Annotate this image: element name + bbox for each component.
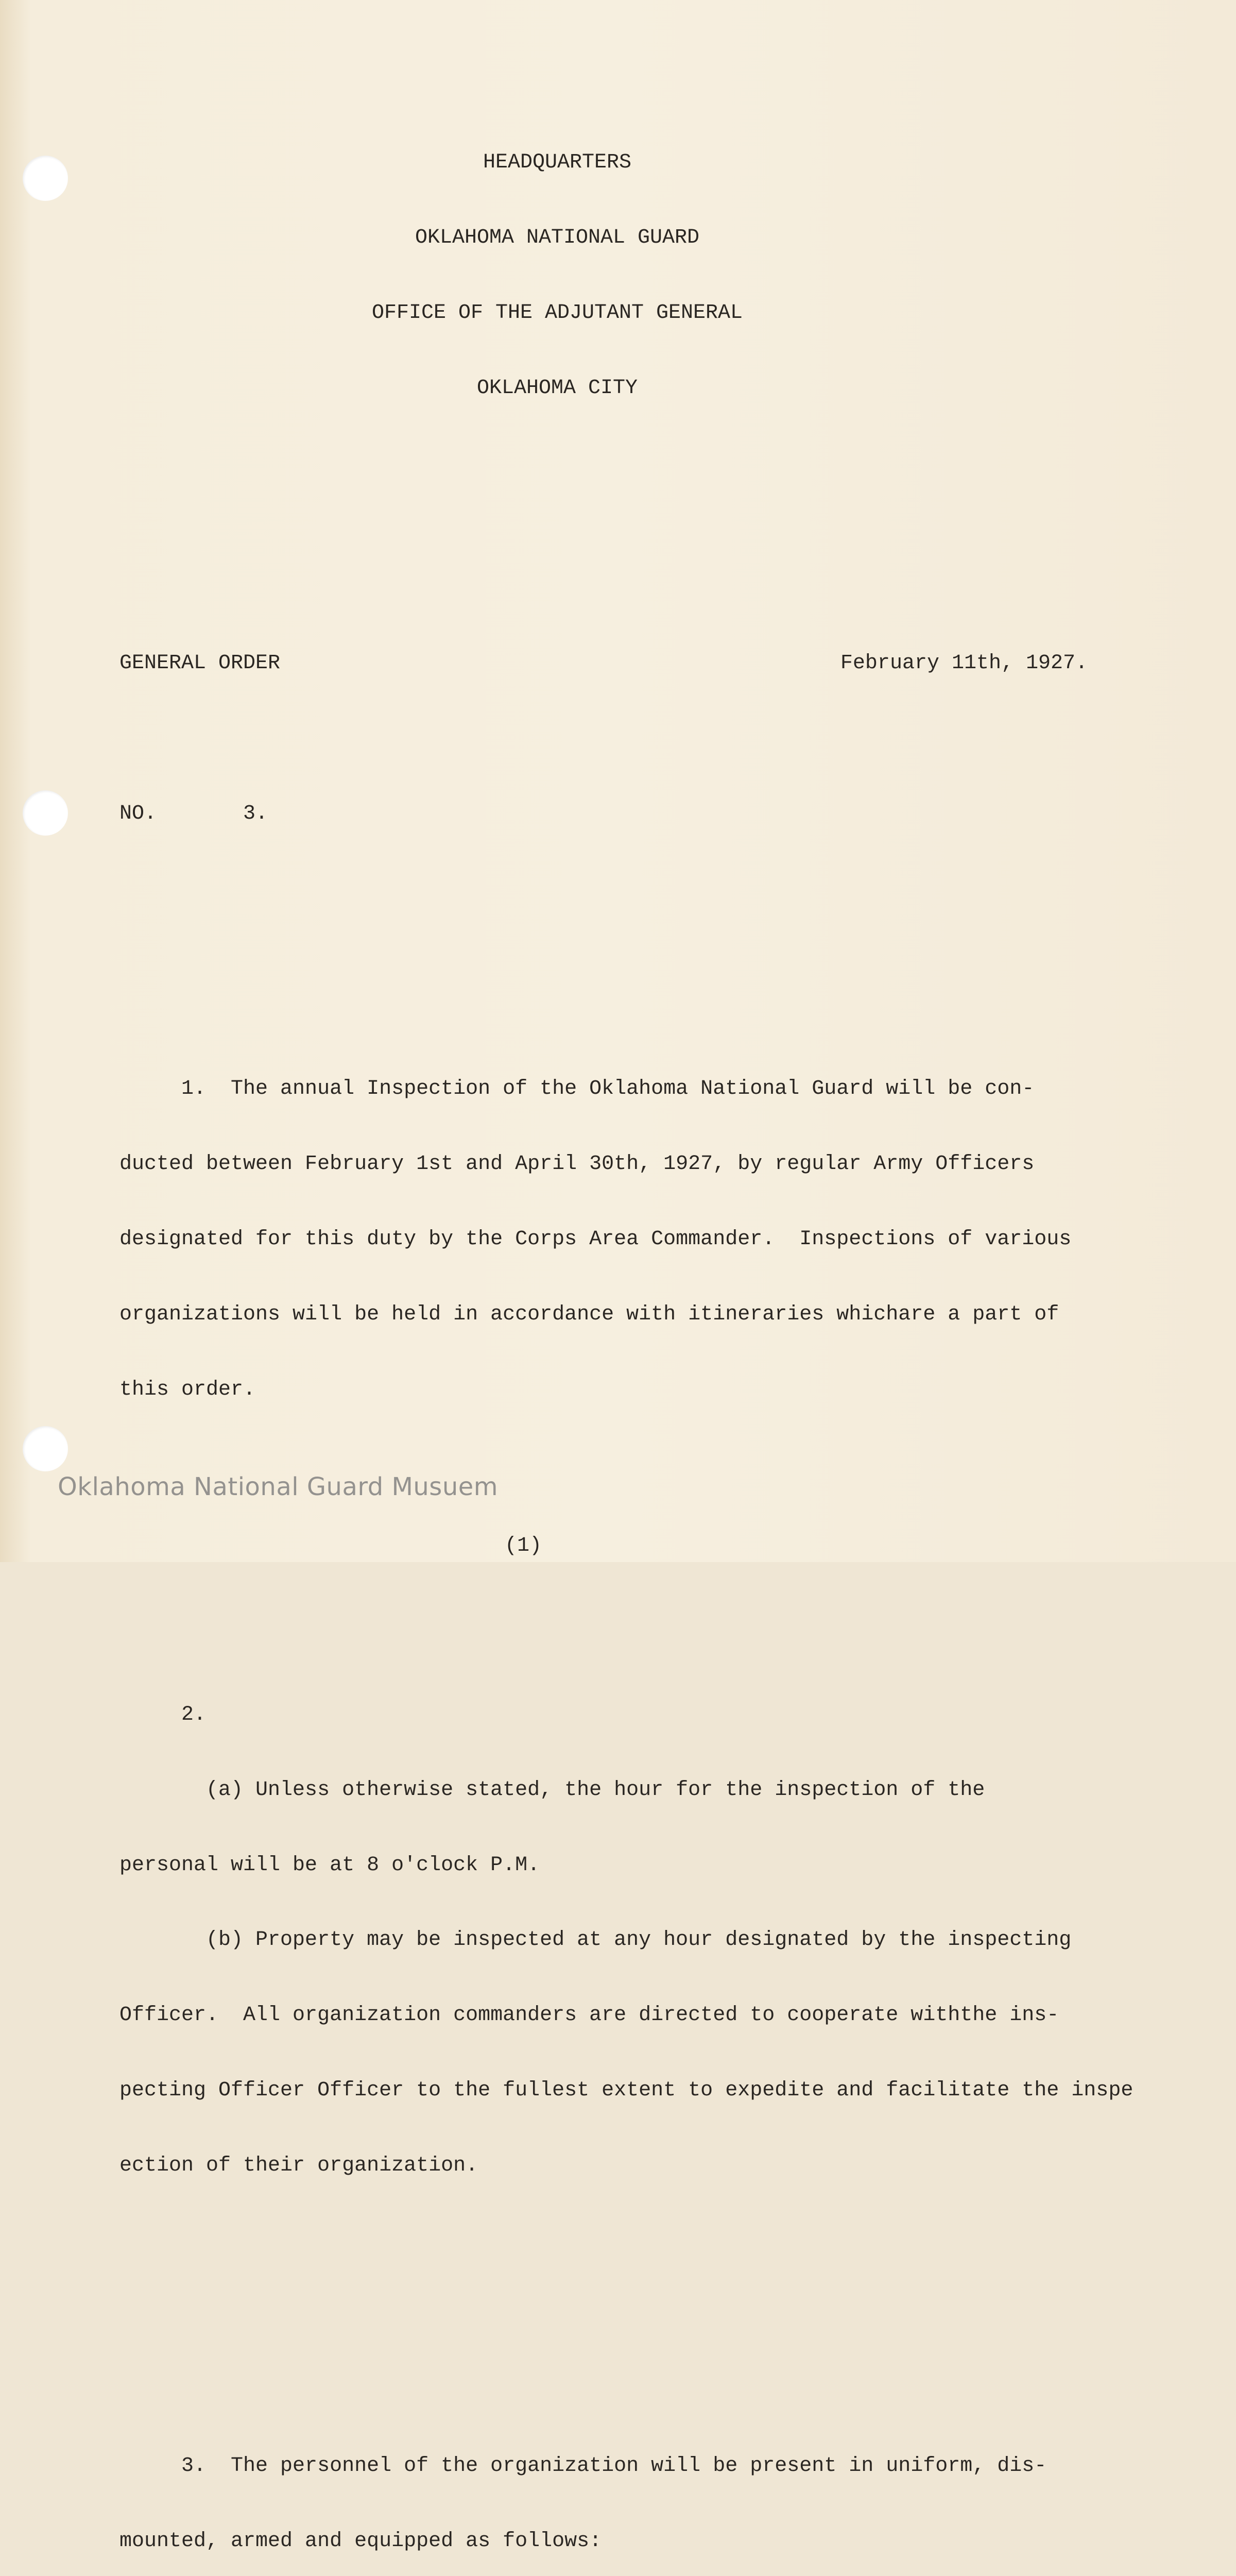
paragraph-2-line: (b) Property may be inspected at any hour designated by the inspecting bbox=[119, 1928, 1072, 1952]
paragraph-2-line: (a) Unless otherwise stated, the hour for the inspection of the bbox=[119, 1778, 985, 1802]
order-label: GENERAL ORDER bbox=[119, 652, 281, 675]
paragraph-1 bbox=[119, 1027, 1180, 1452]
paragraph-2-line: Officer. All organization commanders are directed to cooperate withthe ins- bbox=[119, 2004, 1059, 2027]
museum-watermark: Oklahoma National Guard Musuem bbox=[58, 1472, 499, 1501]
letterhead-line-4: OKLAHOMA CITY bbox=[476, 376, 638, 400]
paragraph-3-line: 3. The personnel of the organization will be present in uniform, dis- bbox=[119, 2454, 1047, 2478]
paragraph-1-line: 1. The annual Inspection of the Oklahoma National Guard will be con- bbox=[119, 1077, 1035, 1101]
order-date: February 11th, 1927. bbox=[840, 652, 1088, 675]
paragraph-2-line: personal will be at 8 o'clock P.M. bbox=[119, 1853, 540, 1877]
page-number: (1) bbox=[505, 1534, 542, 1557]
paragraph-2 bbox=[119, 1653, 1180, 2229]
letterhead-line-3: OFFICE OF THE ADJUTANT GENERAL bbox=[371, 301, 743, 325]
paragraph-3 bbox=[119, 2404, 1180, 2576]
paragraph-2-line: pecting Officer Officer to the fullest extent to expedite and facilitate the inspe bbox=[119, 2078, 1134, 2102]
paragraph-2-line: 2. bbox=[119, 1703, 207, 1727]
paragraph-1-line: this order. bbox=[119, 1378, 256, 1401]
paragraph-1-line: ducted between February 1st and April 30th, 1927, by regular Army Officers bbox=[119, 1153, 1035, 1176]
letterhead-line-2: OKLAHOMA NATIONAL GUARD bbox=[415, 226, 700, 250]
paragraph-3-line: mounted, armed and equipped as follows: bbox=[119, 2530, 602, 2553]
punch-hole-top bbox=[23, 156, 68, 201]
punch-hole-middle bbox=[23, 790, 68, 836]
paragraph-1-line: designated for this duty by the Corps Area Commander. Inspections of various bbox=[119, 1227, 1072, 1251]
punch-hole-bottom bbox=[23, 1426, 68, 1471]
order-header-row bbox=[119, 651, 1088, 676]
letterhead-line-1: HEADQUARTERS bbox=[483, 151, 632, 175]
order-number: NO. 3. bbox=[119, 802, 268, 826]
letterhead bbox=[119, 100, 995, 451]
paragraph-1-line: organizations will be held in accordance with itineraries whichare a part of bbox=[119, 1302, 1059, 1326]
paragraph-2-line: ection of their organization. bbox=[119, 2154, 478, 2177]
document-body bbox=[119, 50, 1180, 2576]
